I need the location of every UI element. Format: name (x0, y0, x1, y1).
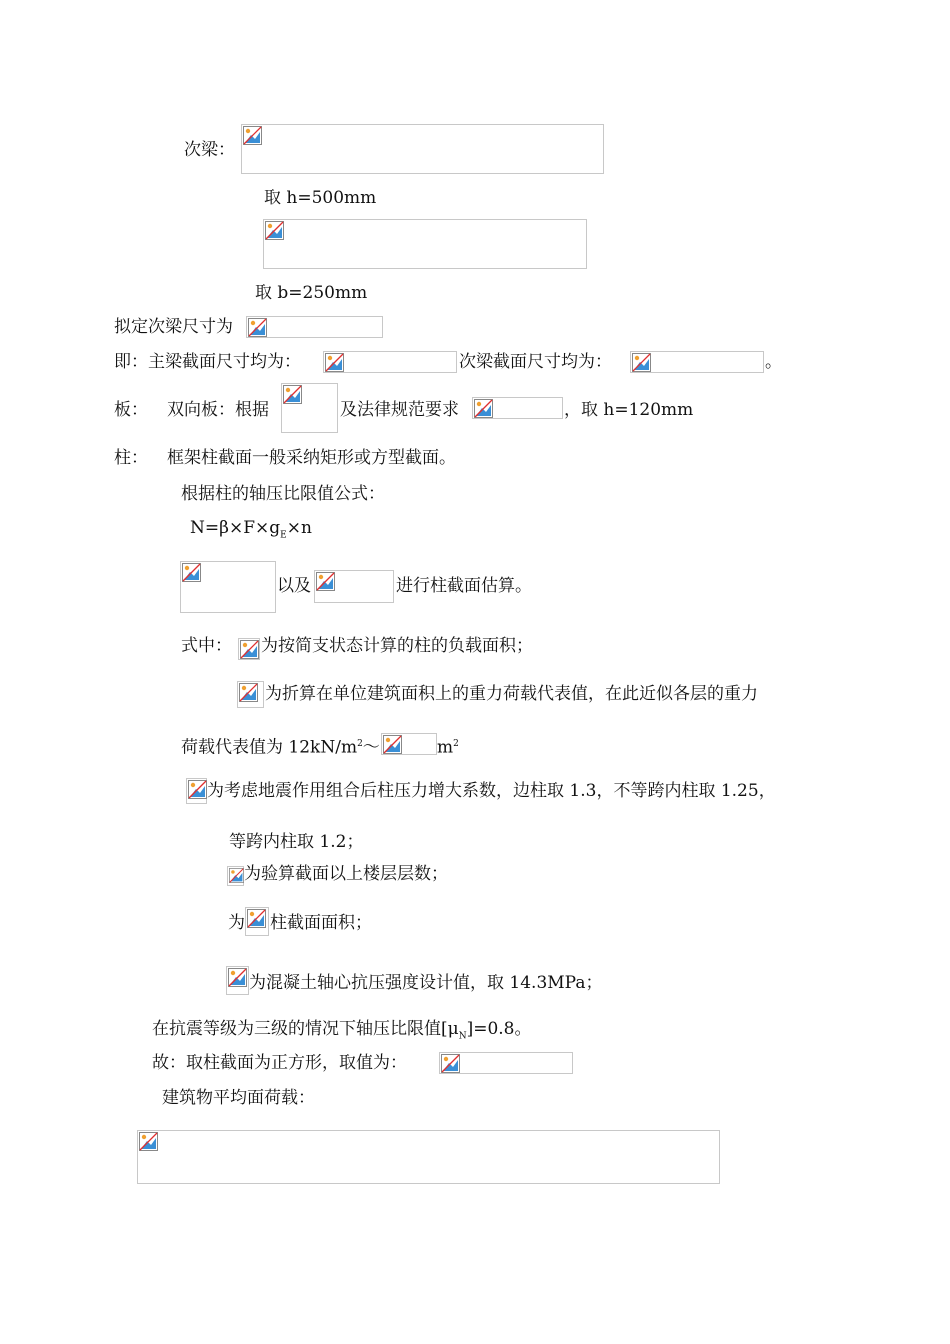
def-gravity-1: 为折算在单位建筑面积上的重力荷载代表值，在此近似各层的重力 (265, 684, 758, 704)
formula-image (472, 397, 563, 419)
broken-image-icon (139, 1132, 158, 1151)
and-text: 以及 (277, 576, 311, 596)
unit-m2: $m^2$ (437, 737, 459, 758)
broken-image-icon (182, 563, 201, 582)
formula-image (381, 733, 437, 755)
formula-image (323, 351, 457, 373)
formula-image (180, 561, 276, 613)
slab-text-3: ，取 h=120mm (564, 400, 694, 420)
formula-image (314, 570, 394, 603)
def-ac-b: 柱截面面积； (270, 913, 372, 933)
summary-end: 。 (765, 352, 782, 372)
broken-image-icon (283, 385, 302, 404)
broken-image-icon (265, 221, 284, 240)
summary-prefix: 即：主梁截面尺寸均为： (114, 352, 301, 372)
formula-image (630, 351, 764, 373)
formula-image (237, 681, 264, 708)
formula-image (281, 383, 338, 433)
estimate-text: 进行柱截面估算。 (396, 576, 532, 596)
formula-image (227, 866, 244, 886)
take-b-text: 取 b=250mm (255, 283, 368, 303)
formula-intro: 根据柱的轴压比限值公式： (181, 484, 385, 504)
slab-text-1: 双向板：根据 (167, 400, 269, 420)
axial-formula: $N=\beta\times F\times g_E\times n$ (190, 518, 312, 541)
broken-image-icon (188, 780, 207, 799)
broken-image-icon (632, 353, 651, 372)
def-gravity-2: 荷载代表值为 $12kN/m^2\sim$ (181, 737, 380, 758)
broken-image-icon (239, 683, 258, 702)
column-label: 柱： (114, 448, 148, 468)
formula-image (241, 124, 604, 174)
def-ac-a: 为 (228, 913, 245, 933)
broken-image-icon (229, 868, 244, 883)
broken-image-icon (248, 318, 267, 337)
broken-image-icon (441, 1054, 460, 1073)
broken-image-icon (247, 909, 266, 928)
formula-image (226, 966, 249, 995)
broken-image-icon (474, 399, 493, 418)
def-n: 为验算截面以上楼层层数； (244, 864, 448, 884)
broken-image-icon (316, 572, 335, 591)
formula-image (263, 219, 587, 269)
broken-image-icon (243, 126, 262, 145)
conclusion-text: 故：取柱截面为正方形，取值为： (152, 1053, 407, 1073)
def-fc: 为混凝土轴心抗压强度设计值，取 14.3MPa； (249, 973, 603, 993)
proposed-size-text: 拟定次梁尺寸为 (114, 317, 233, 337)
formula-image (439, 1052, 573, 1074)
formula-image (186, 778, 207, 804)
summary-secondary: 次梁截面尺寸均为： (459, 352, 612, 372)
def-beta-2: 等跨内柱取 1.2； (229, 832, 364, 852)
broken-image-icon (325, 353, 344, 372)
formula-image (245, 907, 269, 936)
broken-image-icon (240, 640, 259, 659)
broken-image-icon (228, 968, 247, 987)
load-text: 建筑物平均面荷载： (162, 1088, 315, 1108)
secondary-beam-label: 次梁： (184, 140, 235, 160)
slab-text-2: 及法律规范要求 (340, 400, 459, 420)
formula-image (246, 316, 383, 338)
formula-image (238, 638, 260, 660)
broken-image-icon (383, 735, 402, 754)
formula-image (137, 1130, 720, 1184)
take-h-text: 取 h=500mm (264, 188, 377, 208)
def-area: 为按简支状态计算的柱的负载面积； (261, 636, 533, 656)
slab-label: 板： (114, 400, 148, 420)
def-beta-1: 为考虑地震作用组合后柱压力增大系数，边柱取 1.3，不等跨内柱取 1.25， (207, 781, 776, 801)
axial-limit: 在抗震等级为三级的情况下轴压比限值$[\mu_N]=0.8$。 (152, 1019, 532, 1042)
column-intro: 框架柱截面一般采纳矩形或方型截面。 (167, 448, 456, 468)
where-text: 式中： (181, 636, 232, 656)
